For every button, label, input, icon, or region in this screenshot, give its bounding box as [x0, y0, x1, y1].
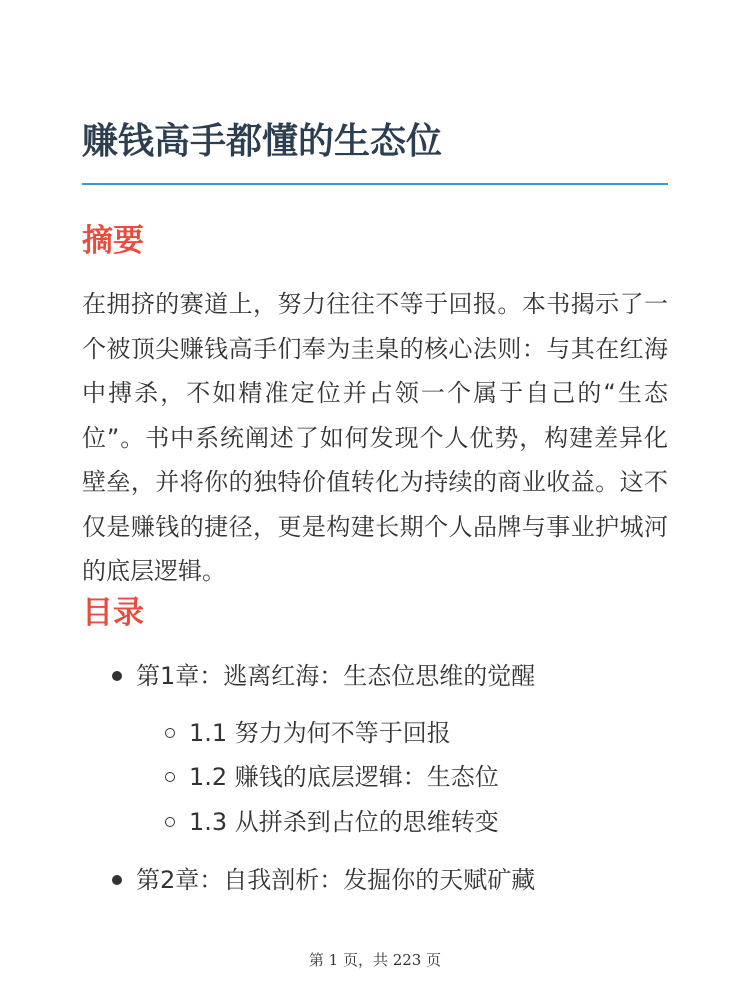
page-number-footer: 第 1 页，共 223 页 [308, 951, 442, 969]
abstract-text: 在拥挤的赛道上，努力往往不等于回报。本书揭示了一个被顶尖赚钱高手们奉为圭臬的核心法则：与其在红海中搏杀，不如精准定位并占领一个属于自己的“生态位”。书中系统阐述了如何发现个人优势，构建差异化壁垒，并将你的独特价值转化为持续的商业收益。这不仅是赚钱的捷径，更是构建长期个人品牌与事业护城河的底层逻辑。 [82, 290, 668, 585]
toc-section-label: 1.2 赚钱的底层逻辑：生态位 [189, 763, 499, 791]
bullet-circle-icon [165, 817, 175, 827]
toc-section-label: 1.1 努力为何不等于回报 [189, 719, 451, 747]
toc-section-1-3[interactable] [189, 806, 499, 838]
abstract-heading: 摘要 [82, 223, 144, 259]
bullet-disc-icon [112, 875, 122, 885]
toc-heading: 目录 [82, 595, 144, 631]
bullet-circle-icon [165, 772, 175, 782]
toc-chapter-label: 第2章：自我剖析：发掘你的天赋矿藏 [136, 866, 536, 894]
bullet-circle-icon [165, 728, 175, 738]
toc-chapter-1[interactable] [136, 660, 535, 692]
title-divider [82, 183, 668, 185]
toc-section-label: 1.3 从拼杀到占位的思维转变 [189, 808, 499, 836]
bullet-disc-icon [112, 671, 122, 681]
toc-section-1-2[interactable] [189, 761, 499, 793]
toc-chapter-2[interactable] [136, 864, 535, 896]
document-title: 赚钱高手都懂的生态位 [82, 121, 443, 162]
toc-chapter-label: 第1章：逃离红海：生态位思维的觉醒 [136, 662, 536, 690]
toc-section-1-1[interactable] [189, 717, 451, 749]
